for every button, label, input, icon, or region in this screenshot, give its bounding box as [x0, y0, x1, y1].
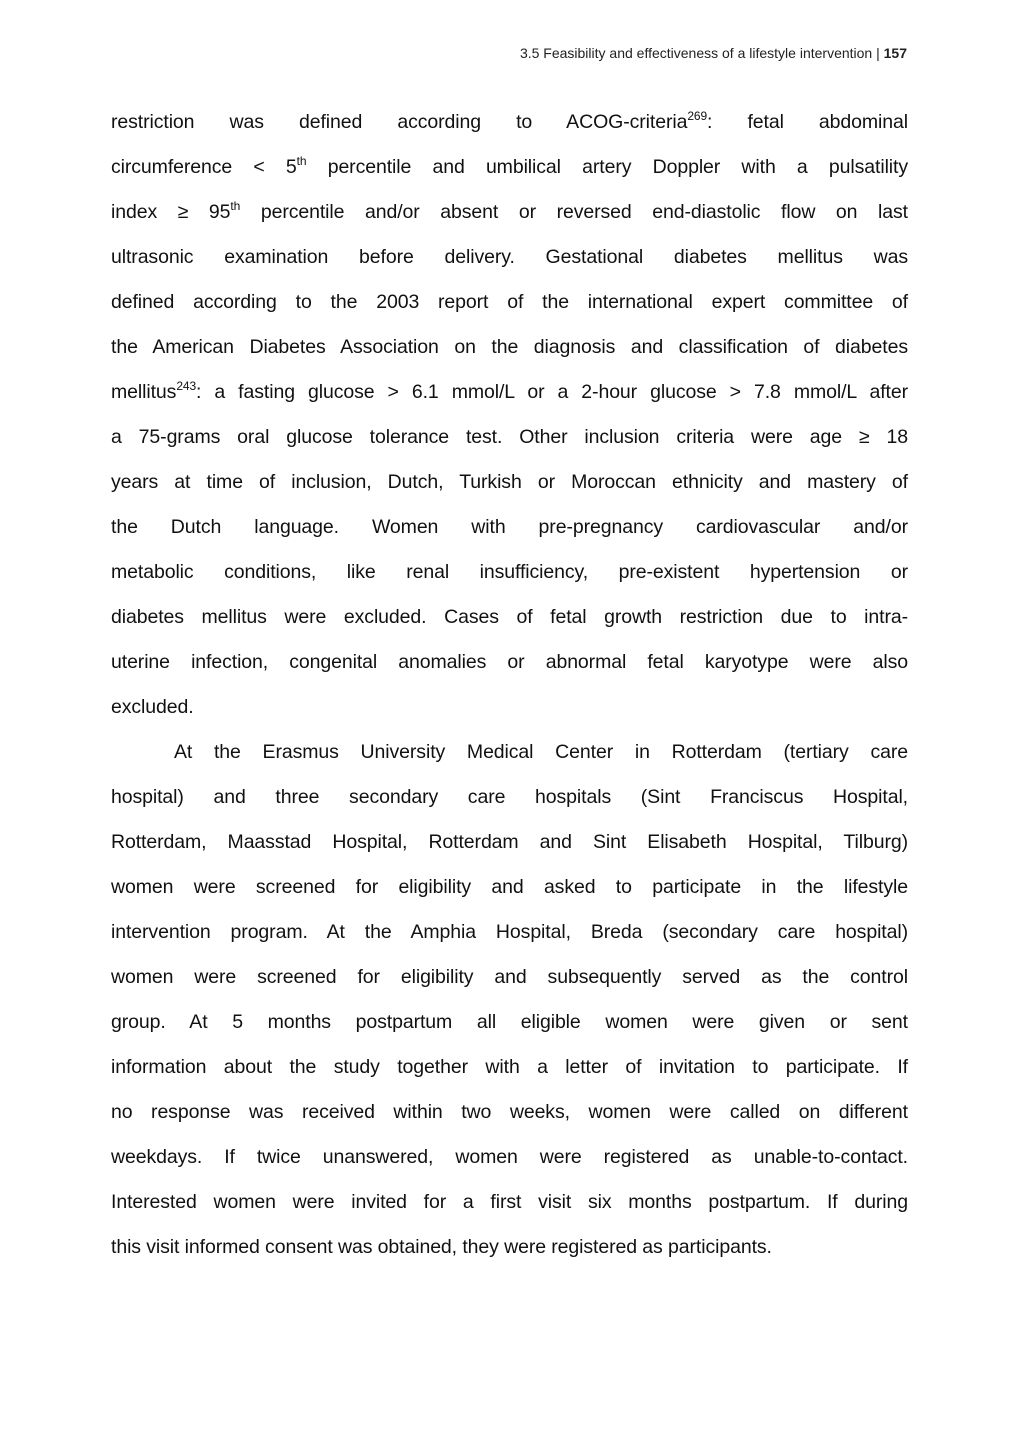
paragraph: [111, 734, 908, 1274]
text-line: [111, 1049, 908, 1094]
text-span: restriction was defined according to ACOG-criteria: [111, 111, 688, 133]
text-line: [111, 104, 908, 149]
text-span: excluded.: [111, 696, 194, 718]
text-span: the Dutch language. Women with pre-pregnancy cardiovascular and/or: [111, 516, 908, 538]
text-line: [111, 1229, 908, 1274]
citation-superscript: th: [230, 199, 241, 213]
text-span: women were screened for eligibility and asked to participate in the lifestyle: [111, 876, 908, 898]
text-line: [111, 239, 908, 284]
text-line: [111, 464, 908, 509]
text-line: [111, 374, 908, 419]
text-line: [111, 599, 908, 644]
text-span: : fetal abdominal: [707, 111, 908, 133]
text-span: this visit informed consent was obtained, they were registered as participants.: [111, 1236, 772, 1258]
text-line: [111, 194, 908, 239]
text-span: metabolic conditions, like renal insufficiency, pre-existent hypertension or: [111, 561, 908, 583]
text-span: no response was received within two weeks, women were called on different: [111, 1101, 908, 1123]
paragraph: [111, 104, 908, 734]
text-span: mellitus: [111, 381, 177, 403]
text-line: [111, 914, 908, 959]
text-span: defined according to the 2003 report of the international expert committee of: [111, 291, 908, 313]
text-span: Interested women were invited for a first visit six months postpartum. If during: [111, 1191, 908, 1213]
text-span: uterine infection, congenital anomalies or abnormal fetal karyotype were also: [111, 651, 908, 673]
citation-superscript: 243: [176, 379, 197, 393]
text-line: [111, 1004, 908, 1049]
text-line: [111, 329, 908, 374]
text-line: [111, 149, 908, 194]
page-number: 157: [883, 45, 907, 61]
header-title: 3.5 Feasibility and effectiveness of a lifestyle intervention: [519, 45, 873, 61]
text-span: women were screened for eligibility and subsequently served as the control: [111, 966, 908, 988]
text-line: [111, 554, 908, 599]
text-span: Rotterdam, Maasstad Hospital, Rotterdam and Sint Elisabeth Hospital, Tilburg): [111, 831, 908, 853]
text-span: ultrasonic examination before delivery. Gestational diabetes mellitus was: [111, 246, 908, 268]
text-line: [111, 1094, 908, 1139]
text-line: [111, 1184, 908, 1229]
text-span: index ≥ 95: [111, 201, 231, 223]
citation-superscript: th: [296, 154, 307, 168]
text-line: [111, 869, 908, 914]
text-line: [111, 509, 908, 554]
text-line: [111, 779, 908, 824]
text-span: At the Erasmus University Medical Center in Rotterdam (tertiary care: [174, 741, 908, 763]
text-span: weekdays. If twice unanswered, women were registered as unable-to-contact.: [111, 1146, 908, 1168]
text-span: percentile and/or absent or reversed end-diastolic flow on last: [240, 201, 908, 223]
text-span: diabetes mellitus were excluded. Cases of fetal growth restriction due to intra-: [111, 606, 908, 628]
header-separator: |: [876, 45, 880, 61]
text-span: : a fasting glucose > 6.1 mmol/L or a 2-hour glucose > 7.8 mmol/L after: [196, 381, 908, 403]
text-span: percentile and umbilical artery Doppler with a pulsatility: [306, 156, 908, 178]
running-header: [520, 45, 907, 61]
text-line: [111, 644, 908, 689]
text-span: hospital) and three secondary care hospitals (Sint Franciscus Hospital,: [111, 786, 908, 808]
text-line: [111, 734, 908, 779]
text-span: circumference < 5: [111, 156, 297, 178]
text-line: [111, 959, 908, 1004]
text-span: intervention program. At the Amphia Hospital, Breda (secondary care hospital): [111, 921, 908, 943]
text-span: information about the study together with a letter of invitation to participate. If: [111, 1056, 908, 1078]
text-line: [111, 824, 908, 869]
text-span: group. At 5 months postpartum all eligible women were given or sent: [111, 1011, 908, 1033]
text-line: [111, 1139, 908, 1184]
text-line: [111, 689, 908, 734]
text-span: a 75-grams oral glucose tolerance test. Other inclusion criteria were age ≥ 18: [111, 426, 908, 448]
text-line: [111, 284, 908, 329]
body-text: [111, 104, 908, 1274]
citation-superscript: 269: [687, 109, 708, 123]
text-span: the American Diabetes Association on the diagnosis and classification of diabetes: [111, 336, 908, 358]
text-span: years at time of inclusion, Dutch, Turkish or Moroccan ethnicity and mastery of: [111, 471, 908, 493]
text-line: [111, 419, 908, 464]
